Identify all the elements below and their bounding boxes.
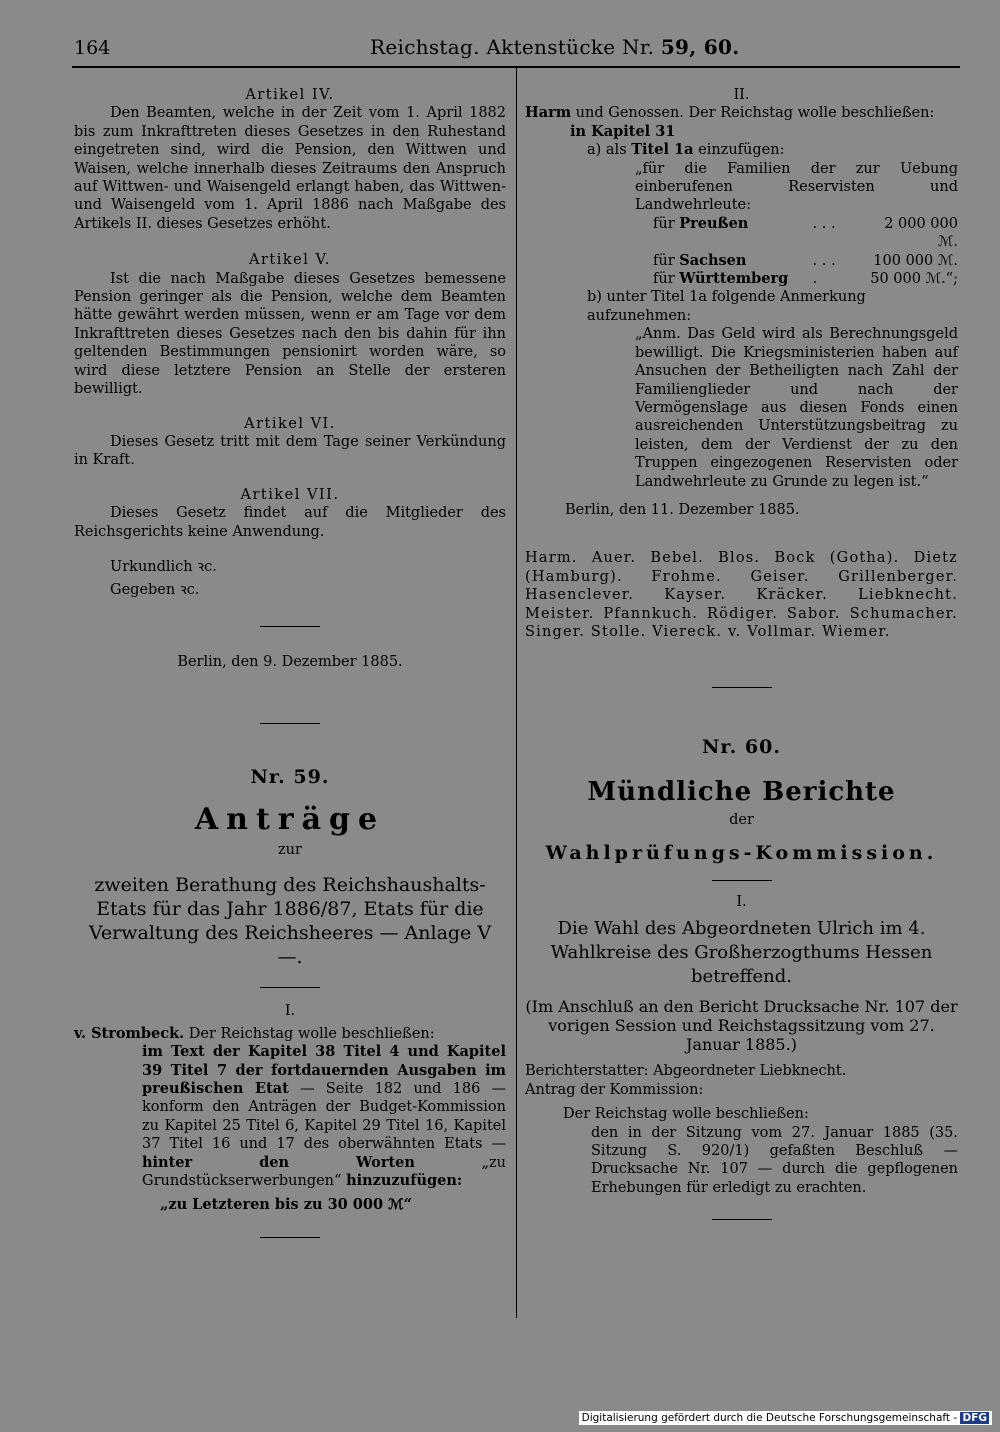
strombeck-intro: v. Strombeck. Der Reichstag wolle beschließen: <box>74 1024 435 1042</box>
art7-heading: Artikel VII. <box>240 486 340 503</box>
date-right: Berlin, den 11. Dezember 1885. <box>565 501 800 518</box>
amount-row: für Preußen . . . 2 000 000 ℳ. <box>653 214 958 251</box>
art5-text: Ist die nach Maßgabe dieses Gesetzes bemessene Pension geringer als die Pension, welche dem Beamten hätte gewährt werden müssen, wenn er am Tage vor dem Inkrafttreten dieses Gesetzes nach den bis dahin für ihn geltenden Bestimmungen pensionirt worden wäre, so wird diese letztere Pension an Stelle der ersteren bewilligt. <box>74 270 506 398</box>
divider <box>712 1219 772 1220</box>
amount-row: für Sachsen . . . 100 000 ℳ. <box>653 251 958 269</box>
signatories: Harm. Auer. Bebel. Blos. Bock (Gotha). Dietz (Hamburg). Frohme. Geiser. Grillenberger. Hasenclever. Kayser. Kräcker. Liebknecht. Meister. Pfannkuch. Rödiger. Sabor. Schumacher. Singer. Stolle. Viereck. v. Vollmar. Wiemer. <box>525 550 958 640</box>
beschluss-text: den in der Sitzung vom 27. Januar 1885 (35. Sitzung S. 920/1) gefaßten Beschluß — Drucksache Nr. 107 — durch die gepflogenen Erhebungen für erledigt zu erachten. <box>591 1124 958 1196</box>
harm-name: Harm <box>525 104 572 122</box>
page-number: 164 <box>74 37 111 59</box>
antrag-label: Antrag der Kommission: <box>525 1081 704 1098</box>
running-title-prefix: Reichstag. Aktenstücke Nr. <box>370 35 661 59</box>
urkundlich: Urkundlich ꝛc. <box>110 558 217 575</box>
strombeck-name: v. Strombeck. <box>74 1024 185 1042</box>
divider <box>260 987 320 988</box>
muendliche-berichte-title: Mündliche Berichte <box>587 776 896 807</box>
kommission-title: Wahlprüfungs-Kommission. <box>545 841 938 864</box>
kapitel-31: in Kapitel 31 <box>570 122 676 140</box>
footer-credit: Digitalisierung gefördert durch die Deutsche Forschungsgemeinschaft - DFG <box>579 1411 992 1425</box>
berichterstatter: Berichterstatter: Abgeordneter Liebknecht. <box>525 1063 847 1080</box>
column-divider <box>516 68 517 1318</box>
divider <box>260 626 320 627</box>
running-title-numbers: 59, 60. <box>660 35 740 59</box>
right-column <box>525 86 958 1220</box>
anschluss-note: (Im Anschluß an den Bericht Drucksache Nr. 107 der vorigen Session und Reichstagssitzung vom 27. Januar 1885.) <box>525 997 958 1055</box>
item-a: a) als Titel 1a einzufügen: <box>587 141 785 159</box>
gegeben: Gegeben ꝛc. <box>110 582 200 599</box>
art4-heading: Artikel IV. <box>245 87 335 103</box>
roman-ii: II. <box>733 87 750 103</box>
divider <box>712 687 772 688</box>
amount-row: für Württemberg . 50 000 ℳ.“; <box>653 270 958 288</box>
beschliessen: Der Reichstag wolle beschließen: <box>563 1106 809 1123</box>
nr59-heading: Nr. 59. <box>250 766 330 789</box>
art4-text: Den Beamten, welche in der Zeit vom 1. April 1882 bis zum Inkrafttreten dieses Gesetzes in den Ruhestand eingetreten sind, wird die Pension, den Wittwen und Waisen, welche innerhalb dieses Zeitraums den Anspruch auf Wittwen- und Waisengeld erlangt haben, das Wittwen- und Waisengeld vom 1. April 1886 nach Maßgabe des Artikels II. dieses Gesetzes erhöht. <box>74 105 506 232</box>
art6-heading: Artikel VI. <box>244 415 336 432</box>
art7-text: Dieses Gesetz findet auf die Mitglieder des Reichsgerichts keine Anwendung. <box>74 505 506 540</box>
zur-label: zur <box>278 841 302 858</box>
der-label: der <box>729 812 754 829</box>
divider <box>260 723 320 724</box>
date-left: Berlin, den 9. Dezember 1885. <box>177 653 403 670</box>
divider <box>260 1237 320 1238</box>
art6-text: Dieses Gesetz tritt mit dem Tage seiner Verkündung in Kraft. <box>74 433 506 469</box>
art5-heading: Artikel V. <box>248 252 332 269</box>
beratung-title: zweiten Berathung des Reichshaushalts-Etats für das Jahr 1886/87, Etats für die Verwaltung des Reichsheeres — Anlage V —. <box>88 874 492 969</box>
item-b: b) unter Titel 1a folgende Anmerkung aufzunehmen: <box>587 289 866 324</box>
roman-i-left: I. <box>284 1003 296 1020</box>
item-a-quote: „für die Familien der zur Uebung einberufenen Reservisten und Landwehrleute: <box>635 160 958 214</box>
strombeck-motion: im Text der Kapitel 38 Titel 4 und Kapitel 39 Titel 7 der fortdauernden Ausgaben im preußischen Etat — Seite 182 und 186 — konform den Anträgen der Budget-Kommission zu Kapitel 25 Titel 6, Kapitel 29 Titel 16, Kapitel 37 Titel 16 und 17 des oberwähnten Etats — hinter den Worten „zu Grundstückserwerbungen“ hinzuzufügen: <box>142 1043 507 1190</box>
nr60-heading: Nr. 60. <box>702 736 781 759</box>
left-column <box>74 86 506 1238</box>
amount-list <box>525 215 958 289</box>
dfg-logo: DFG <box>962 1412 987 1424</box>
roman-i-right: I. <box>736 894 747 910</box>
antraege-title: Anträge <box>194 801 386 837</box>
strombeck-final: „zu Letzteren bis zu 30 000 ℳ“ <box>160 1196 412 1214</box>
wahl-title: Die Wahl des Abgeordneten Ulrich im 4. Wahlkreise des Großherzogthums Hessen betreffend. <box>550 918 933 988</box>
divider <box>712 880 772 881</box>
running-title <box>370 35 739 59</box>
item-b-quote: „Anm. Das Geld wird als Berechnungsgeld bewilligt. Die Kriegsministerien haben auf Ansuchen der Betheiligten nach Zahl der Familienglieder und nach der Vermögenslage aus diesen Fonds einen ausreichenden Unterstützungsbeitrag zu leisten, dem der Verdienst der zu den Truppen eingezogenen Reservisten oder Landwehrleute zu Grunde zu legen ist.“ <box>635 326 958 490</box>
harm-intro: Harm und Genossen. Der Reichstag wolle beschließen: <box>525 104 935 122</box>
